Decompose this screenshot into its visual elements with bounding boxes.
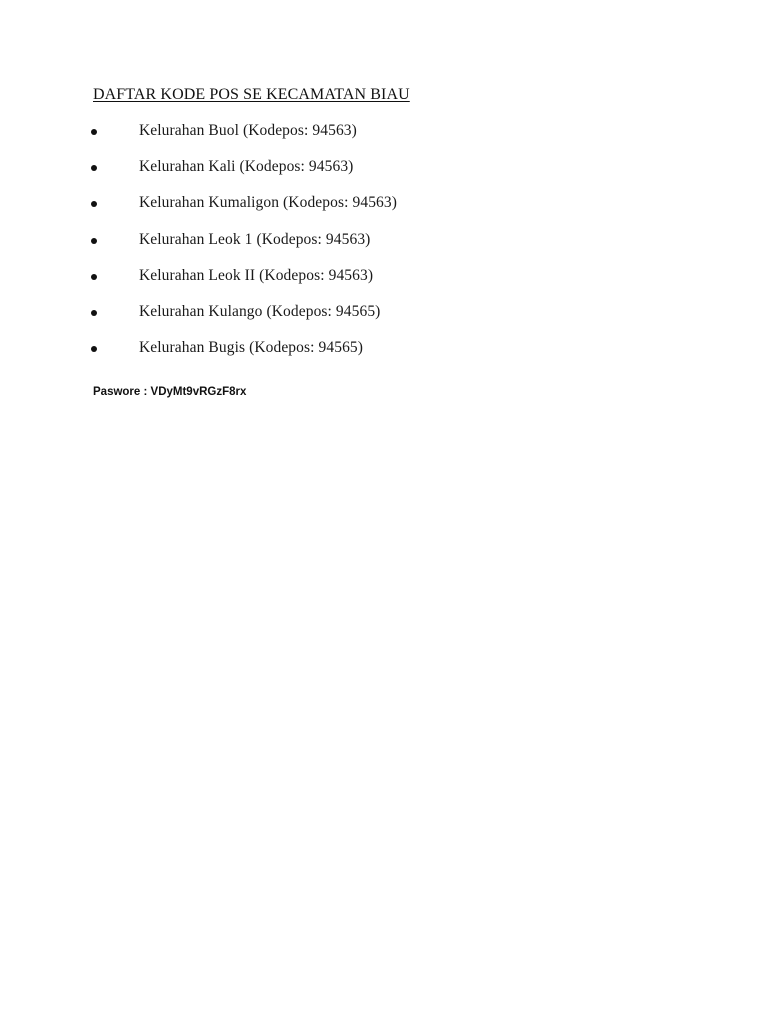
list-item-text: Kelurahan Kumaligon (Kodepos: 94563)	[139, 194, 398, 212]
bullet-icon	[91, 201, 97, 207]
bullet-icon	[91, 310, 97, 316]
bullet-icon	[91, 238, 97, 244]
list-item-text: Kelurahan Kulango (Kodepos: 94565)	[139, 302, 381, 320]
list-item-text: Kelurahan Bugis (Kodepos: 94565)	[139, 339, 364, 357]
list-item-text: Kelurahan Buol (Kodepos: 94563)	[139, 122, 357, 139]
password-text: Paswore : VDyMt9vRGzF8rx	[93, 386, 247, 398]
bullet-icon	[91, 129, 97, 135]
list-item-text: Kelurahan Kali (Kodepos: 94563)	[139, 158, 354, 176]
bullet-icon	[91, 274, 97, 280]
document-title: DAFTAR KODE POS SE KECAMATAN BIAU	[93, 86, 410, 103]
list-item	[0, 122, 768, 158]
list-item-text: Kelurahan Leok 1 (Kodepos: 94563)	[139, 230, 371, 248]
list-item	[0, 158, 768, 194]
list-item-text: Kelurahan Leok II (Kodepos: 94563)	[139, 266, 374, 284]
list-item	[0, 267, 768, 303]
bullet-icon	[91, 165, 97, 171]
postal-code-list	[0, 122, 768, 375]
list-item	[0, 303, 768, 339]
list-item	[0, 339, 768, 375]
bullet-icon	[91, 346, 97, 352]
list-item	[0, 231, 768, 267]
list-item	[0, 194, 768, 230]
